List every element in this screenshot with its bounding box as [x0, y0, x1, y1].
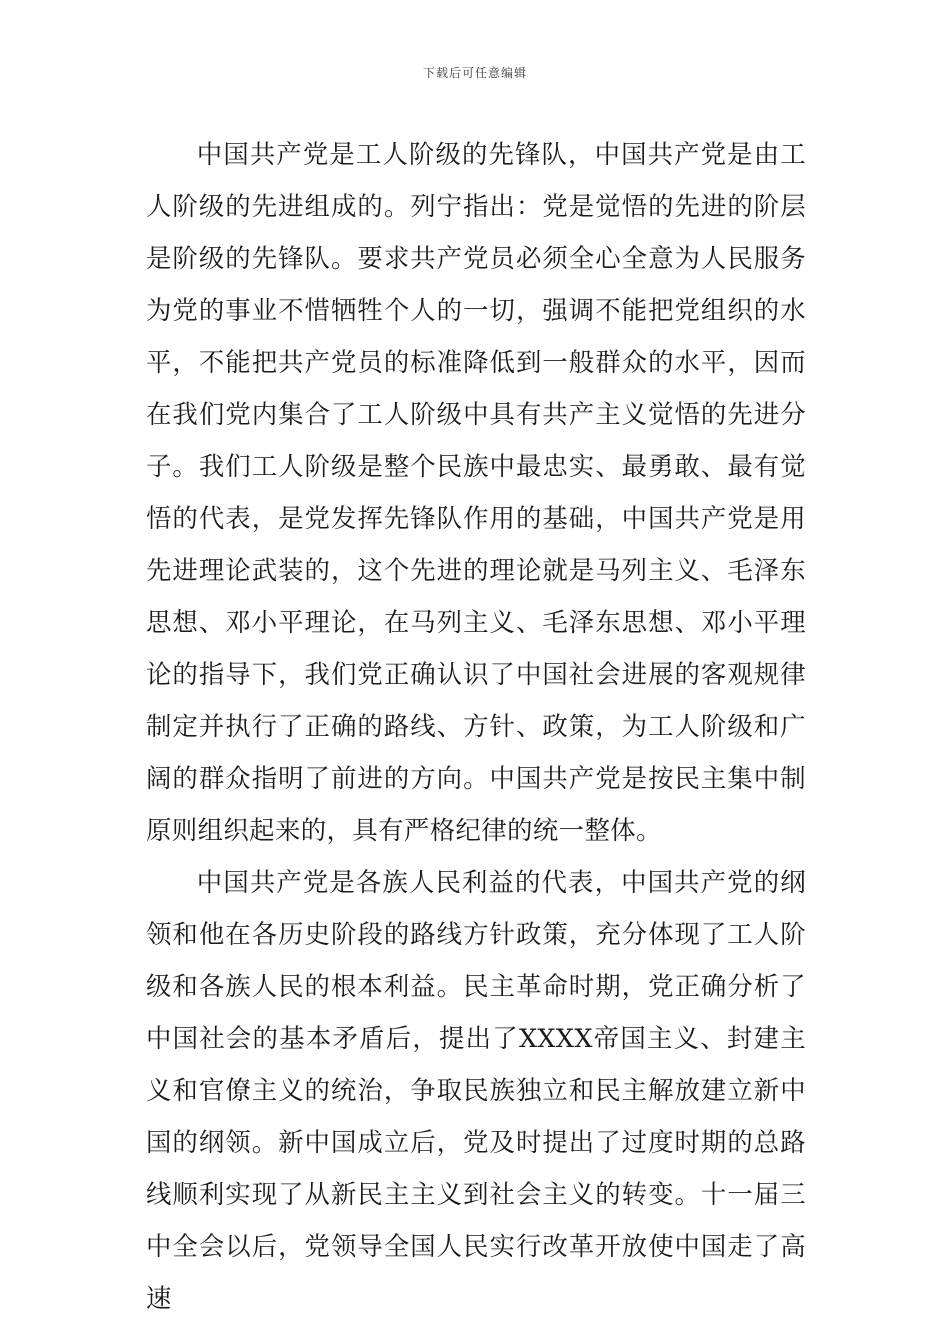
- header-note: 下载后可任意编辑: [422, 66, 527, 80]
- paragraph-2: 中国共产党是各族人民利益的代表，中国共产党的纲领和他在各历史阶段的路线方针政策，充分体现了工人阶级和各族人民的根本利益。民主革命时期，党正确分析了中国社会的基本矛盾后，提出了XXXX帝国主义、封建主义和官僚主义的统治，争取民族独立和民主解放建立新中国的纲领。新中国成立后，党及时提出了过度时期的总路线顺利实现了从新民主主义到社会主义的转变。十一届三中全会以后，党领导全国人民实行改革开放使中国走了高速: [146, 867, 806, 1313]
- document-body: [146, 128, 806, 1324]
- paragraph-1: 中国共产党是工人阶级的先锋队，中国共产党是由工人阶级的先进组成的。列宁指出：党是觉悟的先进的阶层是阶级的先锋队。要求共产党员必须全心全意为人民服务为党的事业不惜牺牲个人的一切，强调不能把党组织的水平，不能把共产党员的标准降低到一般群众的水平，因而在我们党内集合了工人阶级中具有共产主义觉悟的先进分子。我们工人阶级是整个民族中最忠实、最勇敢、最有觉悟的代表，是党发挥先锋队作用的基础，中国共产党是用先进理论武装的，这个先进的理论就是马列主义、毛泽东思想、邓小平理论，在马列主义、毛泽东思想、邓小平理论的指导下，我们党正确认识了中国社会进展的客观规律制定并执行了正确的路线、方针、政策，为工人阶级和广阔的群众指明了前进的方向。中国共产党是按民主集中制原则组织起来的，具有严格纪律的统一整体。: [146, 139, 806, 845]
